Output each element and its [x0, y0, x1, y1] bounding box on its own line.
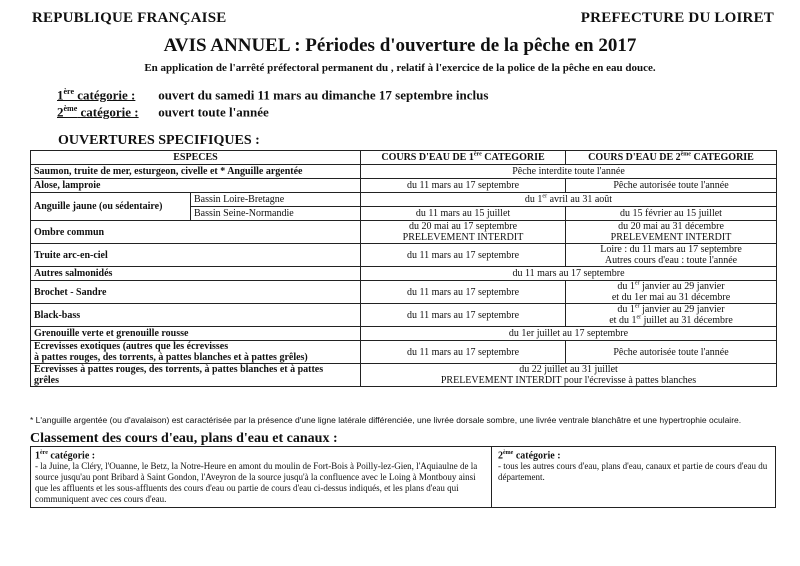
- period-cell: Loire : du 11 mars au 17 septembre Autres cours d'eau : toute l'année: [566, 244, 777, 267]
- period-cell: du 22 juillet au 31 juillet PRELEVEMENT INTERDIT pour l'écrevisse à pattes blanches: [361, 364, 777, 387]
- period-cell: du 11 mars au 17 septembre: [361, 179, 566, 193]
- period-cell: Pêche autorisée toute l'année: [566, 179, 777, 193]
- table-row: [31, 364, 777, 387]
- page-subtitle: En application de l'arrêté préfectoral permanent du , relatif à l'exercice de la police de la pêche en eau douce.: [144, 62, 656, 74]
- col-cat2-header: COURS D'EAU DE 2ème CATEGORIE: [566, 151, 777, 165]
- species-cell: Ecrevisses à pattes rouges, des torrents, à pattes blanches et à pattes grêles: [31, 364, 361, 387]
- category-1-label: 1ère catégorie :: [57, 87, 136, 103]
- period-cell: du 11 mars au 15 juillet: [361, 207, 566, 221]
- period-cell: du 20 mai au 31 décembre PRELEVEMENT INTERDIT: [566, 221, 777, 244]
- classification-title: Classement des cours d'eau, plans d'eau et canaux :: [30, 431, 338, 446]
- table-row: [31, 341, 777, 364]
- category-1-line: [57, 87, 488, 103]
- species-cell: Black-bass: [31, 304, 361, 327]
- period-cell: du 15 février au 15 juillet: [566, 207, 777, 221]
- table-row: [31, 281, 777, 304]
- table-row: [31, 193, 777, 207]
- period-cell: du 11 mars au 17 septembre: [361, 341, 566, 364]
- period-cell: du 11 mars au 17 septembre: [361, 281, 566, 304]
- period-cell: du 11 mars au 17 septembre: [361, 304, 566, 327]
- table-row: [31, 179, 777, 193]
- period-cell: du 11 mars au 17 septembre: [361, 267, 777, 281]
- period-cell: du 20 mai au 17 septembre PRELEVEMENT INTERDIT: [361, 221, 566, 244]
- species-cell: Alose, lamproie: [31, 179, 361, 193]
- openings-table: [30, 150, 777, 387]
- table-row: [31, 221, 777, 244]
- species-cell: Saumon, truite de mer, esturgeon, civelle et * Anguille argentée: [31, 165, 361, 179]
- species-cell: Autres salmonidés: [31, 267, 361, 281]
- period-cell: du 1er juillet au 17 septembre: [361, 327, 777, 341]
- col-species-header: ESPECES: [31, 151, 361, 165]
- classification-box: [30, 446, 776, 508]
- period-cell: Pêche interdite toute l'année: [361, 165, 777, 179]
- classification-cat1-heading: 1ère catégorie :: [35, 450, 96, 462]
- species-cell: Ecrevisses exotiques (autres que les écrevisses à pattes rouges, des torrents, à pattes blanches et à pattes grêles): [31, 341, 361, 364]
- classification-cat2-text: - tous les autres cours d'eau, plans d'eau, canaux et partie de cours d'eau du département.: [498, 461, 768, 483]
- period-cell: du 11 mars au 17 septembre: [361, 244, 566, 267]
- classification-cat1-text: - la Juine, la Cléry, l'Ouanne, le Betz, la Notre-Heure en amont du moulin de Fort-Bois à Poilly-lez-Gien, l'Aquiaulne de la source jusqu'au pont Bribard à Saint Gondon, l'Aveyron de la source jusqu'à la confluence avec le Loing à Montbouy ainsi que les affluents et les sous-affluents des cours d'eau ou partie de cours d'eau ci-dessus indiqués, et les plans d'eau qui communiquent avec ces cours d'eau.: [35, 461, 478, 505]
- basin-cell: Bassin Loire-Bretagne: [191, 193, 361, 207]
- col-cat1-header: COURS D'EAU DE 1ère CATEGORIE: [361, 151, 566, 165]
- table-row: [31, 267, 777, 281]
- page-title: AVIS ANNUEL : Périodes d'ouverture de la pêche en 2017: [163, 35, 637, 56]
- classification-cat1: [31, 447, 492, 507]
- category-2-line: [57, 104, 269, 120]
- table-row: [31, 244, 777, 267]
- species-cell: Anguille jaune (ou sédentaire): [31, 193, 191, 221]
- classification-cat2-heading: 2ème catégorie :: [498, 450, 561, 462]
- basin-cell: Bassin Seine-Normandie: [191, 207, 361, 221]
- period-cell: du 1er janvier au 29 janvier et du 1er mai au 31 décembre: [566, 281, 777, 304]
- header-republique: REPUBLIQUE FRANÇAISE: [32, 10, 227, 26]
- table-row: [31, 327, 777, 341]
- footnote: * L'anguille argentée (ou d'avalaison) est caractérisée par la présence d'une ligne latérale différenciée, une livrée dorsale sombre, une livrée ventrale blanchâtre et une hypertrophie oculaire.: [30, 415, 742, 425]
- period-cell: du 1er janvier au 29 janvier et du 1er juillet au 31 décembre: [566, 304, 777, 327]
- table-row: [31, 304, 777, 327]
- specific-openings-title: OUVERTURES SPECIFIQUES :: [58, 133, 260, 148]
- table-header-row: [31, 151, 777, 165]
- period-cell: du 1er avril au 31 août: [361, 193, 777, 207]
- species-cell: Brochet - Sandre: [31, 281, 361, 304]
- species-cell: Grenouille verte et grenouille rousse: [31, 327, 361, 341]
- species-cell: Truite arc-en-ciel: [31, 244, 361, 267]
- species-cell: Ombre commun: [31, 221, 361, 244]
- period-cell: Pêche autorisée toute l'année: [566, 341, 777, 364]
- category-2-text: ouvert toute l'année: [158, 104, 269, 120]
- classification-cat2: [492, 447, 775, 507]
- table-row: [31, 165, 777, 179]
- category-1-text: ouvert du samedi 11 mars au dimanche 17 septembre inclus: [158, 87, 489, 103]
- category-2-label: 2ème catégorie :: [57, 104, 139, 120]
- header-prefecture: PREFECTURE DU LOIRET: [580, 10, 774, 26]
